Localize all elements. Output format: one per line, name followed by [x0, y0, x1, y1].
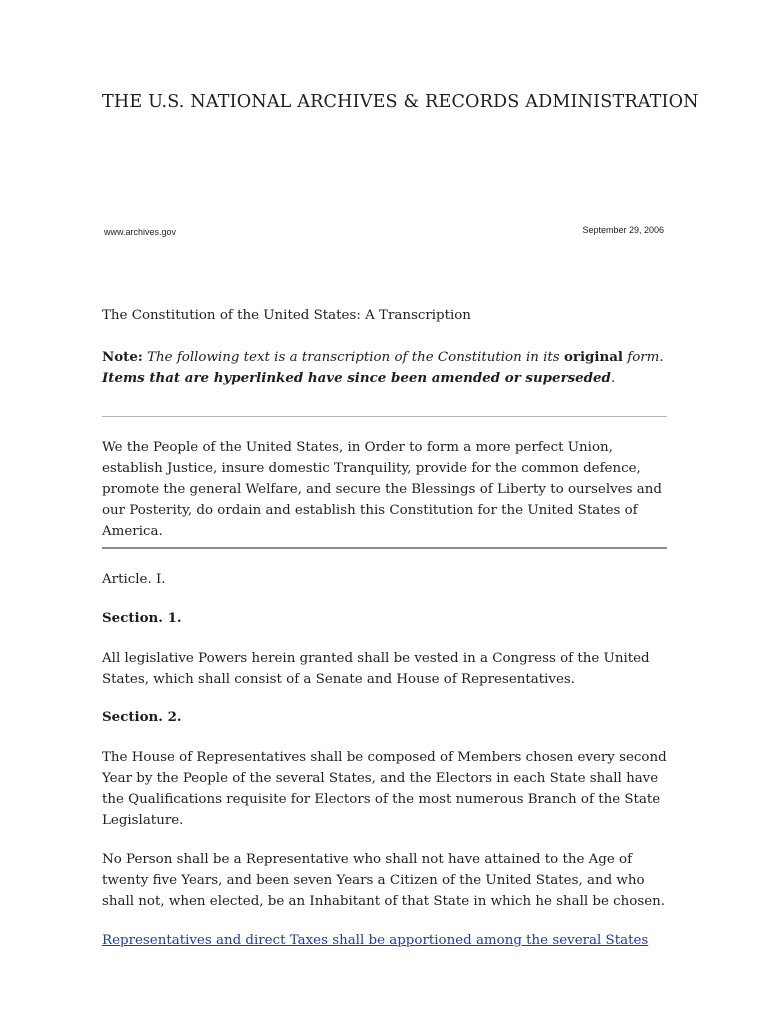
amended-text-link[interactable]: Representatives and direct Taxes shall be apportioned among the several States [102, 933, 649, 948]
section-2-paragraph-2: No Person shall be a Representative who shall not have attained to the Age of twenty five Years, and been seven Years a Citizen of the United States, and who shall not, when elected, be an Inhabitant of that State in which he shall be chosen. [102, 852, 666, 909]
section-2-paragraph-1: The House of Representatives shall be composed of Members chosen every second Year by the People of the several States, and the Electors in each State shall have the Qualifications requisite for Electors of the most numerous Branch of the State Legislature. [102, 750, 667, 828]
masthead-title: THE U.S. NATIONAL ARCHIVES & RECORDS ADMINISTRATION [102, 92, 699, 112]
note-line2-period: . [610, 371, 616, 386]
article-heading: Article. I. [102, 572, 166, 587]
section-2-heading: Section. 2. [102, 709, 182, 725]
section-1-text: All legislative Powers herein granted shall be vested in a Congress of the United States, which shall consist of a Senate and House of Representatives. [102, 651, 650, 687]
divider-top [102, 416, 667, 417]
document-date: September 29, 2006 [582, 225, 664, 235]
note-line1-end: form. [627, 350, 664, 365]
preamble-text: We the People of the United States, in Order to form a more perfect Union, establish Justice, insure domestic Tranquility, provide for the common defence, promote the general Welfare, and secure the Blessings of Liberty to ourselves and our Posterity, do ordain and establish this Constitution for the United States of America. [102, 440, 662, 539]
note-emphasis: original [563, 349, 623, 365]
divider-bottom [102, 547, 667, 549]
note-label: Note: [102, 349, 143, 365]
document-title: The Constitution of the United States: A Transcription [102, 308, 471, 323]
archives-url: www.archives.gov [104, 227, 177, 237]
note-line1-text: The following text is a transcription of the Constitution in its [147, 350, 560, 365]
note-line2-text: Items that are hyperlinked have since been amended or superseded [102, 370, 611, 386]
transcription-note [102, 347, 672, 389]
section-1-heading: Section. 1. [102, 610, 182, 626]
